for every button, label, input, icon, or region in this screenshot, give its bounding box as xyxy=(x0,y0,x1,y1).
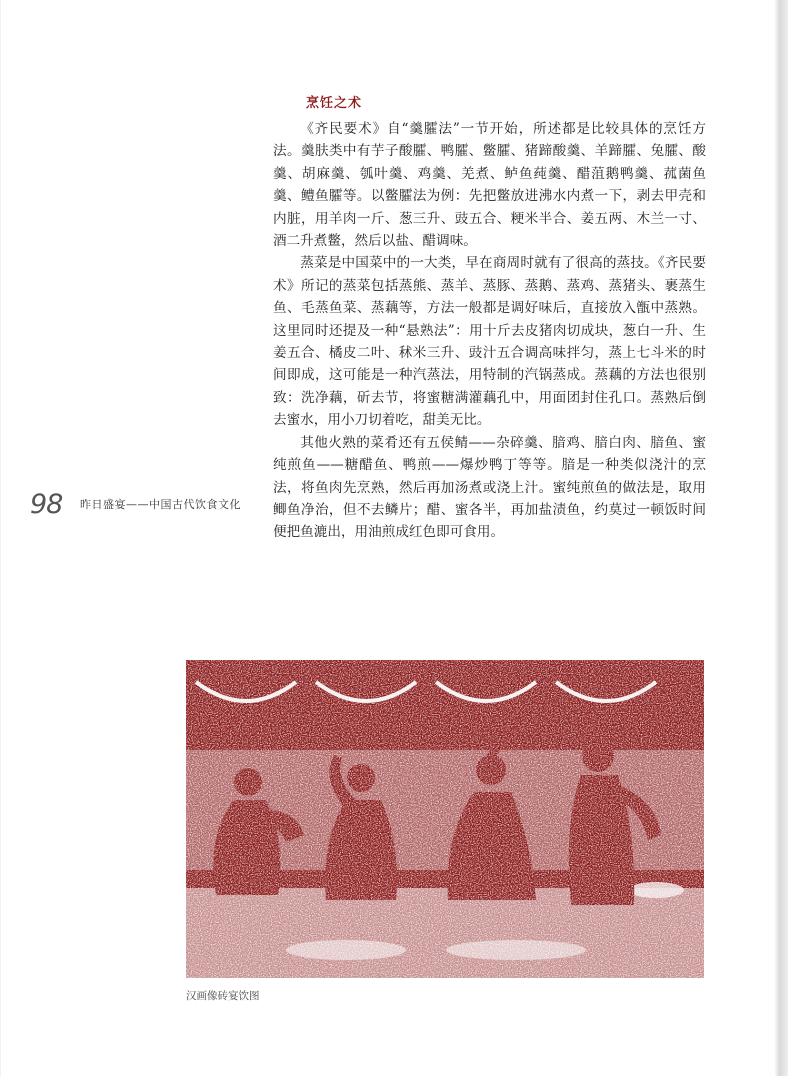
section-title: 烹饪之术 xyxy=(306,96,363,111)
paragraph: 其他火熟的菜肴还有五侯鲭——杂碎羹、腤鸡、腤白肉、腤鱼、蜜纯煎鱼——糖醋鱼、鸭煎——爆炒鸭丁等等。腤是一种类似浇汁的烹法，将鱼肉先烹熟，然后再加汤煮或浇上汁。蜜纯煎鱼的做法是，取用鲫鱼净治，但不去鳞片；醋、蜜各半，再加盐渍鱼，约莫过一顿饭时间便把鱼漉出，用油煎成红色即可食用。 xyxy=(273,434,706,541)
page-gutter xyxy=(0,0,1,1076)
han-brick-rubbing-image xyxy=(186,660,704,978)
rubbing-illustration xyxy=(186,660,704,978)
page-number: 98 xyxy=(30,489,63,520)
figure-caption: 汉画像砖宴饮图 xyxy=(186,990,260,1002)
scan-edge-shadow xyxy=(774,0,788,1076)
paragraph: 《齐民要术》自“羹臛法”一节开始，所述都是比较具体的烹饪方法。羹肤类中有芋子酸臛、鸭臛、鳖臛、猪蹄酸羹、羊蹄臛、兔臛、酸羹、胡麻羹、瓠叶羹、鸡羹、羌煮、鲈鱼莼羹、醋菹鹅鸭羹、菰菌鱼羹、鳢鱼臛等。以鳖臛法为例：先把鳖放进沸水内煮一下，剥去甲壳和内脏，用羊肉一斤、葱三升、豉五合、粳米半合、姜五两、木兰一寸、酒二升煮鳖，然后以盐、醋调味。 xyxy=(273,121,706,250)
paragraph: 蒸菜是中国菜中的一大类，早在商周时就有了很高的蒸技。《齐民要术》所记的蒸菜包括蒸熊、蒸羊、蒸豚、蒸鹅、蒸鸡、蒸猪头、裹蒸生鱼、毛蒸鱼菜、蒸藕等，方法一般都是调好味后，直接放入甑中蒸熟。这里同时还提及一种“悬熟法”：用十斤去皮猪肉切成块，葱白一升、生姜五合、橘皮二叶、秫米三升、豉汁五合调高味拌匀，蒸上七斗米的时间即成，这可能是一种汽蒸法，用特制的汽锅蒸成。蒸藕的方法也很别致：洗净藕，斫去节，将蜜糖满灌藕孔中，用面团封住孔口。蒸熟后倒去蜜水，用小刀切着吃，甜美无比。 xyxy=(273,255,706,429)
running-head: 昨日盛宴——中国古代饮食文化 xyxy=(80,498,241,511)
body-text xyxy=(273,118,706,544)
